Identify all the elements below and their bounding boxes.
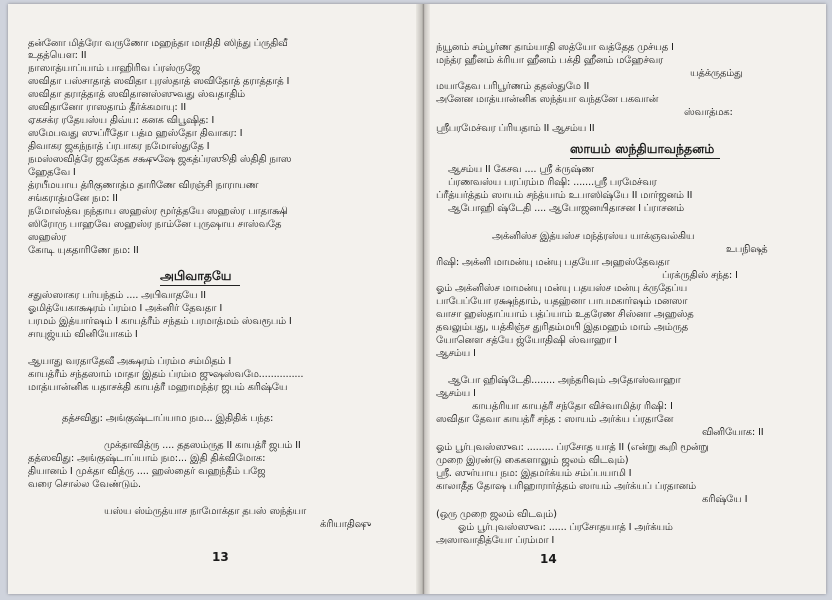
left-page-number: 13 <box>212 550 229 564</box>
text-line: மந்த்ர ஹீனம் க்ரியா ஹீனம் பக்தி ஹீனம் மஹேச்வர <box>436 55 663 66</box>
text-line: காயத்ரியா காயத்ரீ சந்தோ விச்வாமித்ர ரிஷி: I <box>472 401 673 412</box>
text-line: மயாதேவ பரிபூர்ணம் ததஸ்துமே II <box>436 81 590 92</box>
left-section-heading: அபிவாதயே <box>160 268 232 283</box>
text-line: நமோஸ்த்வ நந்தாய ஸஹஸ்ர மூர்த்தயே ஸஹஸ்ர பாதாக்ஷி <box>28 206 288 217</box>
text-line: ஸவிதா தேவா காயத்ரீ சந்த : ஸாயம் அர்க்ய ப்ரதானே <box>436 414 674 425</box>
right-heading-underline <box>570 158 720 159</box>
text-line: தவலும்பது, யத்கிஞ்ச துரிதம்மயி இதமஹம் மாம் அம்ருத <box>436 322 688 333</box>
text-line: ப்ரீத்யர்த்தம் ஸாயம் சந்த்யாம் உபாஸிஷ்யே II மார்ஜனம் II <box>436 190 693 201</box>
text-line: வினியோக: II <box>702 427 764 438</box>
text-line: அக்னிஸ்ச இத்யஸ்ச மந்த்ரஸ்ய யாக்ஞவல்கிய <box>492 231 695 242</box>
text-line: (ஒரு முறை ஜலம் விடவும்) <box>436 509 557 520</box>
text-line: கரிஷ்யே I <box>702 494 748 505</box>
text-line: ஓம் பூர்புவஸ்ஸுவ: ...... ப்ரசோதயாத் I அர்க்யம் <box>458 522 673 533</box>
text-line: முக்தாவித்ரு .... ததஸம்ருத II காயத்ரீ ஜபம் II <box>104 440 301 451</box>
text-line: வரை சொல்ல வேண்டும். <box>28 479 141 490</box>
text-line: பாபேப்யோ ரக்ஷந்தாம், யதஹ்னா பாபமகார்ஷம் மனஸா <box>436 296 688 307</box>
left-page <box>8 4 416 594</box>
text-line: மாத்யான்னிக யதாசக்தி காயத்ரீ மஹாமந்த்ர ஜபம் கரிஷ்யே <box>28 382 288 393</box>
text-line: ரிஷி: அக்னி மாமன்யு மன்யு பதயோ அஹஸ்தேவதா <box>436 257 670 268</box>
text-line: ஆசம்ய I <box>436 388 476 399</box>
text-line: கோடி யுகதாரிணே நம: II <box>28 245 139 256</box>
book-spread <box>8 4 826 594</box>
text-line: ஸ்வாத்மக: <box>684 107 733 118</box>
text-line: த்ரயீமயாய த்ரிகுணாத்ம தாரிணே விரஞ்சி நாராயண <box>28 180 259 191</box>
text-line: காலாதீத தோஷ பரிஹாரார்த்தம் ஸாயம் அர்க்யப் ப்ரதானம் <box>436 481 696 492</box>
text-line: ஆயாது வரதாதேவீ அக்ஷரம் ப்ரம்ம சம்மிதம் I <box>28 356 232 367</box>
text-line: யஸ்ய ஸ்ம்ருத்யாச நாமோக்தா தபஸ் ஸந்த்யா <box>104 506 307 517</box>
text-line: வாசா ஹஸ்தாப்யாம் பத்ப்யாம் உதரேண சிஸ்னா அஹஸ்த <box>436 309 694 320</box>
text-line: நாஸாத்யாப்யாம் பாஹிரிவ ப்ரஸ்ருஜே <box>28 63 200 74</box>
text-line: ந்யூனம் சம்பூர்ண தாம்யாதி ஸத்யோ வத்தேத முச்யத I <box>436 42 674 53</box>
text-line: ஸவிதா பஸ்சாதாத் ஸவிதா புரஸ்தாத் ஸவிதோத் தராத்தாத் I <box>28 76 290 87</box>
text-line: சங்கராத்மனே நம: II <box>28 193 118 204</box>
text-line: சதுஸ்ஸாகர பர்யந்தம் .... அபிவாதயே II <box>28 290 206 301</box>
text-line: ஏகசக்ர ரதேயஸ்ய திவ்ய: கனக விபூஷித: I <box>28 115 215 126</box>
text-line: அனேன மாத்யான்னிக ஸந்த்யா வந்தனே பகவான் <box>436 94 659 105</box>
text-line: ப்ரக்ருதிஸ் சந்த: I <box>662 270 738 281</box>
text-line: ஸஹஸ்ர <box>28 232 67 243</box>
text-line: ஸிரோரு பாஹவே ஸஹஸ்ர நாம்னே புருஷாய சாஸ்வதே <box>28 219 282 230</box>
text-line: ஆசம்ய II கேசவ .... ஸ்ரீ க்ருஷ்ண <box>448 164 594 175</box>
right-section-heading: ஸாயம் ஸந்தியாவந்தனம் <box>570 141 715 156</box>
text-line: சாயுஜ்யம் வினியோகம் I <box>28 329 138 340</box>
text-line: ஸ்ரீ. ஸுர்யாய நம: இதமர்க்யம் சம்ப்பயாமி I <box>436 468 632 479</box>
text-line: உபநிஷத் <box>726 244 768 255</box>
text-line: முறை இரண்டு கைகளாலும் ஜலம் விடவும்) <box>436 455 629 466</box>
text-line: ஸவிதானோ ராஸதாம் தீர்க்கமாயு: II <box>28 102 186 113</box>
text-line: ஓம் அக்னிஸ்ச மாமன்யு மன்யு பதயஸ்ச மன்யு க்ருதேப்ய <box>436 283 687 294</box>
text-line: ஆபோ ஹிஷ்டேதி........ அந்தரிவும் அதோஸ்வாஹா <box>448 375 681 386</box>
right-page-number: 14 <box>540 552 557 566</box>
text-line: தத்ஸவிது: அங்குஷ்டாப்யாம் நம:... இதி திக்விமோக: <box>28 453 266 464</box>
text-line: அஸாவாதித்யோ ப்ரம்மா I <box>436 535 555 546</box>
text-line: ஆசம்ய I <box>436 348 476 359</box>
text-line: ஸமேபவது ஸுப்ரீதோ பத்ம ஹஸ்தோ திவாகர: I <box>28 128 243 139</box>
text-line: தத்சவிது: அங்குஷ்டாப்யாம நம... இதிதிக் பந்த: <box>62 413 274 424</box>
text-line: ஓமித்யேகாக்ஷரம் ப்ரம்ம I அக்னிர் தேவதா I <box>28 303 223 314</box>
text-line: யோனௌ சத்யே ஜ்யோதிஷி ஸ்வாஹா I <box>436 335 617 346</box>
text-line: உதத்யௌ: II <box>28 50 87 61</box>
text-line: காயத்ரீம் சந்தஸாம் மாதா இதம் ப்ரம்ம ஜுஷஸ்வமே............... <box>28 369 304 380</box>
text-line: திவாகர ஜகந்நாத் ப்ரபாகர நமோஸ்துதே I <box>28 141 210 152</box>
text-line: ஸவிதா தராத்தாத் ஸவிதானஸ்ஸுவது ஸ்வதாதிம் <box>28 89 246 100</box>
text-line: ப்ரணவஸ்ய பரப்ரம்ம ரிஷி: .......ஸ்ரீ பரமேச்வர <box>448 177 657 188</box>
text-line: ஓம் பூர்புவஸ்ஸுவ: ......... ப்ரசோத யாத் II (என்று கூறி மூன்று <box>436 442 709 453</box>
text-line: ஸ்ரீபரமேச்வர ப்ரியதாம் II ஆசம்ய II <box>436 123 595 134</box>
text-line: க்ரியாதிஷு <box>320 519 371 530</box>
text-line: தியானம் I முக்தா வித்ரு .... ஹஸ்தைர் வஹந்தீம் பஜே <box>28 466 266 477</box>
text-line: ஹேதவே I <box>28 167 76 178</box>
text-line: தன்னோ மித்ரோ வருணோ மஹந்தா மாதிதி ஸிந்து ப்ருதிவீ <box>28 38 288 49</box>
text-line: ஆபோஹி ஷ்டேதி .... ஆபோஜனயிதாசன I ப்ராசனம் <box>448 203 684 214</box>
text-line: யத்க்ருதம்து <box>690 68 743 79</box>
text-line: பரமம் இத்யார்ஷம் I காயத்ரீம் சந்தம் பரமாத்மம் ஸ்வரூபம் I <box>28 316 292 327</box>
text-line: நமஸ்ஸவித்ரே ஜகதேக சக்ஷுஷே ஜகத்ப்ரஸூதி ஸ்திதி நாஸ <box>28 154 292 165</box>
left-heading-underline <box>160 285 240 286</box>
right-page <box>430 4 826 594</box>
book-fold <box>416 4 430 594</box>
